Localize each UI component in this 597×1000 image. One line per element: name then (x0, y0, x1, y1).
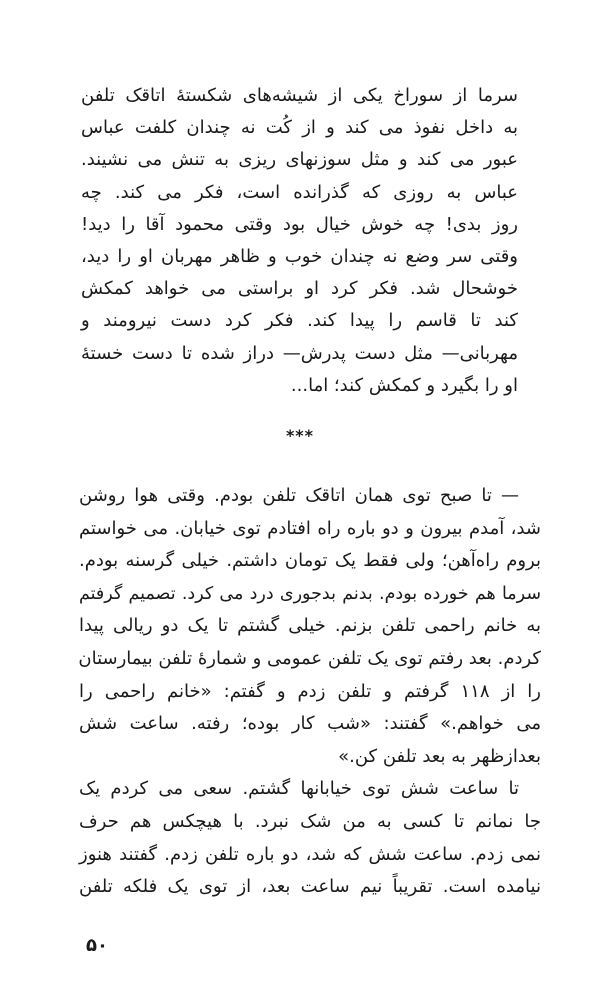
text-line: عبور می کند و مثل سوزنهای ریزی به تنش می نشیند. (81, 149, 518, 171)
paragraph-2 (79, 480, 541, 904)
text-line: نمی زدم. ساعت شش که شد، دو باره تلفن زدم. گفتند هنوز (79, 843, 541, 865)
page-number: ۵۰ (86, 935, 108, 956)
text-line: سرما از سوراخ یکی از شیشه‌های شکستهٔ اتاقک تلفن (81, 85, 518, 106)
text-line: وقتی سر وضع نه چندان خوب و ظاهر مهربان او را دید، (81, 245, 518, 267)
text-line: او را بگیرد و کمکش کند؛ اما... (290, 374, 518, 396)
text-line: می خواهم.» گفتند: «شب کار بوده؛ رفته. ساعت شش (79, 713, 541, 735)
text-line: بعدازظهر به بعد تلفن کن.» (338, 745, 541, 767)
text-line: به داخل نفوذ می کند و از کُت نه چندان کلفت عباس (81, 117, 518, 139)
text-line: کردم. بعد رفتم توی یک تلفن عمومی و شمارهٔ تلفن بیمارستان (78, 647, 541, 669)
text-line: عباس به روزی که گذرانده است، فکر می کند. چه (81, 181, 518, 203)
paragraph-1 (81, 80, 518, 402)
text-line: نیامده است. تقریباً نیم ساعت بعد، از توی یک فلکه تلفن (79, 876, 541, 898)
text-line: روز بدی! چه خوش خیال بود وقتی محمود آقا را دید! (81, 213, 518, 235)
text-line: مهربانی— مثل دست پدرش— دراز شده تا دست خستهٔ (81, 342, 518, 364)
text-line: بروم راه‌آهن؛ ولی فقط یک تومان داشتم. خیلی گرسنه بودم. (79, 550, 541, 572)
text-line: تا ساعت شش توی خیابانها گشتم. سعی می کردم یک (79, 778, 519, 800)
text-line: شد، آمدم بیرون و دو باره راه افتادم توی خیابان. می خواستم (79, 517, 541, 539)
text-line: به خانم راحمی تلفن بزنم. خیلی گشتم تا یک دو ریالی پیدا (79, 615, 541, 637)
section-separator: *** (285, 426, 315, 445)
text-line: خوشحال شد. فکر کرد او براستی می خواهد کمکش (81, 278, 518, 300)
text-line: را از ۱۱۸ گرفتم و تلفن زدم و گفتم: «خانم راحمی را (79, 680, 541, 702)
text-line: سرما هم خورده بودم. بدنم بدجوری درد می کرد. تصمیم گرفتم (79, 583, 541, 604)
text-line: جا نمانم تا کسی به من شک نبرد. با هیچکس هم حرف (79, 810, 541, 832)
text-line: کند تا قاسم را پیدا کند. فکر کرد دست نیرومند و (81, 310, 518, 332)
text-line: — تا صبح توی همان اتاقک تلفن بودم. وقتی هوا روشن (79, 485, 519, 506)
